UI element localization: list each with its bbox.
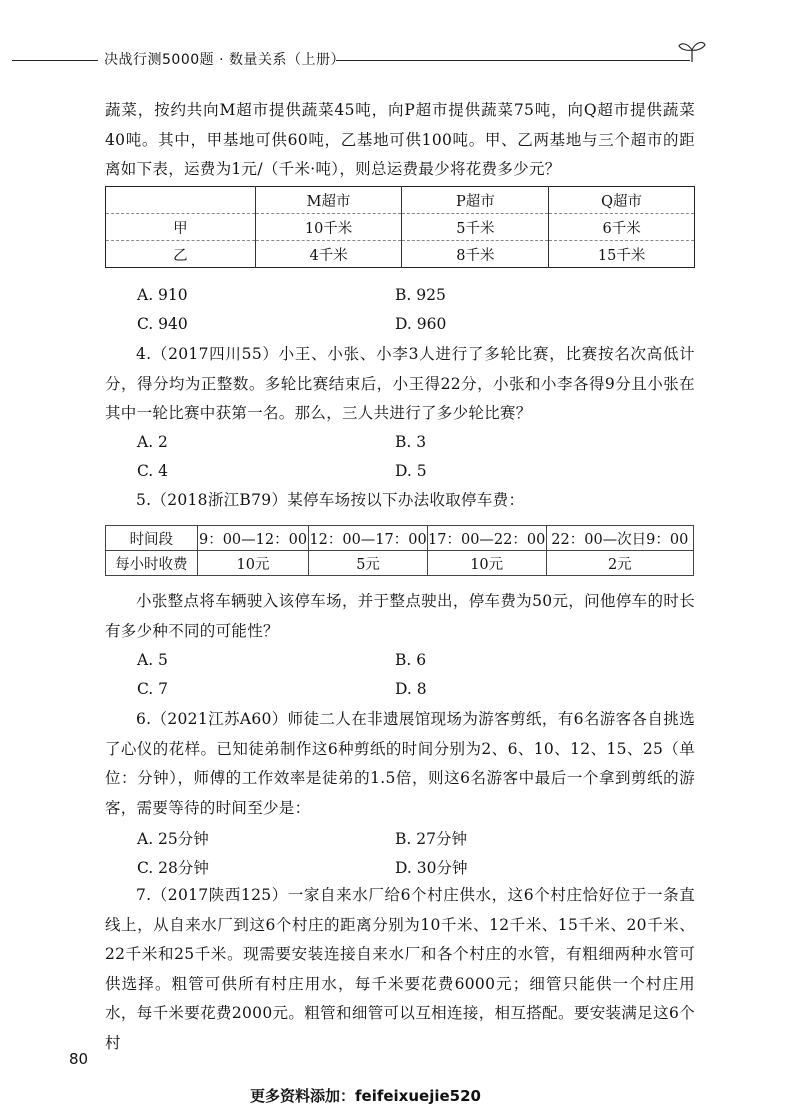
sprout-icon (677, 38, 707, 64)
table-cell: 时间段 (106, 526, 198, 551)
table-cell: 4千米 (255, 241, 402, 268)
q5-option-d: D. 8 (395, 680, 427, 698)
q7-text: 7.（2017陕西125）一家自来水厂给6个村庄供水，这6个村庄恰好位于一条直线上，从自来水厂到这6个村庄的距离分别为10千米、12千米、15千米、20千米、22千米和25千米。现需要安装连接自来水厂和各个村庄的水管，有粗细两种水管可供选择。粗管可供所有村庄用水，每千米要花费6000元；细管只能供一个村庄用水，每千米要花费2000元。粗管和细管可以互相连接，相互搭配。要安装满足这6个村 (105, 886, 695, 1052)
distance-table (105, 186, 695, 268)
table-header-cell: P超市 (402, 187, 549, 214)
table-header-cell (106, 187, 256, 214)
q4-option-b: B. 3 (395, 433, 427, 451)
running-header (0, 44, 800, 84)
table-header-cell: M超市 (255, 187, 402, 214)
footer-note: 更多资料添加：feifeixuejie520 (250, 1087, 481, 1105)
q5-option-b: B. 6 (395, 651, 427, 669)
table-cell: 甲 (106, 214, 256, 241)
parking-fee-table (105, 525, 694, 576)
table-cell: 8千米 (402, 241, 549, 268)
q6-option-d: D. 30分钟 (395, 859, 468, 877)
q4-text: 4.（2017四川55）小王、小张、小李3人进行了多轮比赛，比赛按名次高低计分，得分均为正整数。多轮比赛结束后，小王得22分，小张和小李各得9分且小张在其中一轮比赛中获第一名。那么，三人共进行了多少轮比赛？ (105, 345, 695, 423)
header-rule-left (12, 60, 98, 61)
table-cell: 10元 (197, 551, 309, 576)
table-cell: 6千米 (549, 214, 695, 241)
table-cell: 10元 (427, 551, 546, 576)
q3-option-c: C. 940 (137, 315, 188, 333)
q4-option-a: A. 2 (137, 433, 168, 451)
table-cell: 12：00—17：00 (309, 526, 427, 551)
page-number: 80 (69, 1050, 89, 1068)
q6-text: 6.（2021江苏A60）师徒二人在非遗展馆现场为游客剪纸，有6名游客各自挑选了心仪的花样。已知徒弟制作这6种剪纸的时间分别为2、6、10、12、15、25（单位：分钟），师傅的工作效率是徒弟的1.5倍，则这6名游客中最后一个拿到剪纸的游客，需要等待的时间至少是： (105, 710, 695, 817)
table-cell: 5千米 (402, 214, 549, 241)
q3-option-d: D. 960 (395, 315, 447, 333)
book-title: 决战行测5000题 · 数量关系（上册） (104, 52, 345, 68)
q5-option-a: A. 5 (137, 651, 168, 669)
table-cell: 22：00—次日9：00 (546, 526, 693, 551)
table-cell: 9：00—12：00 (197, 526, 309, 551)
table-header-cell: Q超市 (549, 187, 695, 214)
q6-option-b: B. 27分钟 (395, 830, 467, 848)
table-cell: 17：00—22：00 (427, 526, 546, 551)
header-rule-right (336, 60, 690, 61)
table-cell: 15千米 (549, 241, 695, 268)
q5-option-c: C. 7 (137, 680, 169, 698)
table-cell: 乙 (106, 241, 256, 268)
table-cell: 10千米 (255, 214, 402, 241)
q3-option-a: A. 910 (137, 286, 188, 304)
table-cell: 每小时收费 (106, 551, 198, 576)
q4-option-d: D. 5 (395, 462, 427, 480)
table-cell: 2元 (546, 551, 693, 576)
q5-text: 5.（2018浙江B79）某停车场按以下办法收取停车费： (136, 491, 525, 509)
q3-option-b: B. 925 (395, 286, 446, 304)
q3-text: 蔬菜，按约共向M超市提供蔬菜45吨，向P超市提供蔬菜75吨，向Q超市提供蔬菜40吨。其中，甲基地可供60吨，乙基地可供100吨。甲、乙两基地与三个超市的距离如下表，运费为1元/（千米·吨），则总运费最少将花费多少元？ (105, 101, 695, 179)
q6-option-c: C. 28分钟 (137, 859, 209, 877)
table-cell: 5元 (309, 551, 427, 576)
q5-text-continued: 小张整点将车辆驶入该停车场，并于整点驶出，停车费为50元，问他停车的时长有多少种不同的可能性？ (105, 592, 695, 640)
q6-option-a: A. 25分钟 (137, 830, 209, 848)
q4-option-c: C. 4 (137, 462, 169, 480)
